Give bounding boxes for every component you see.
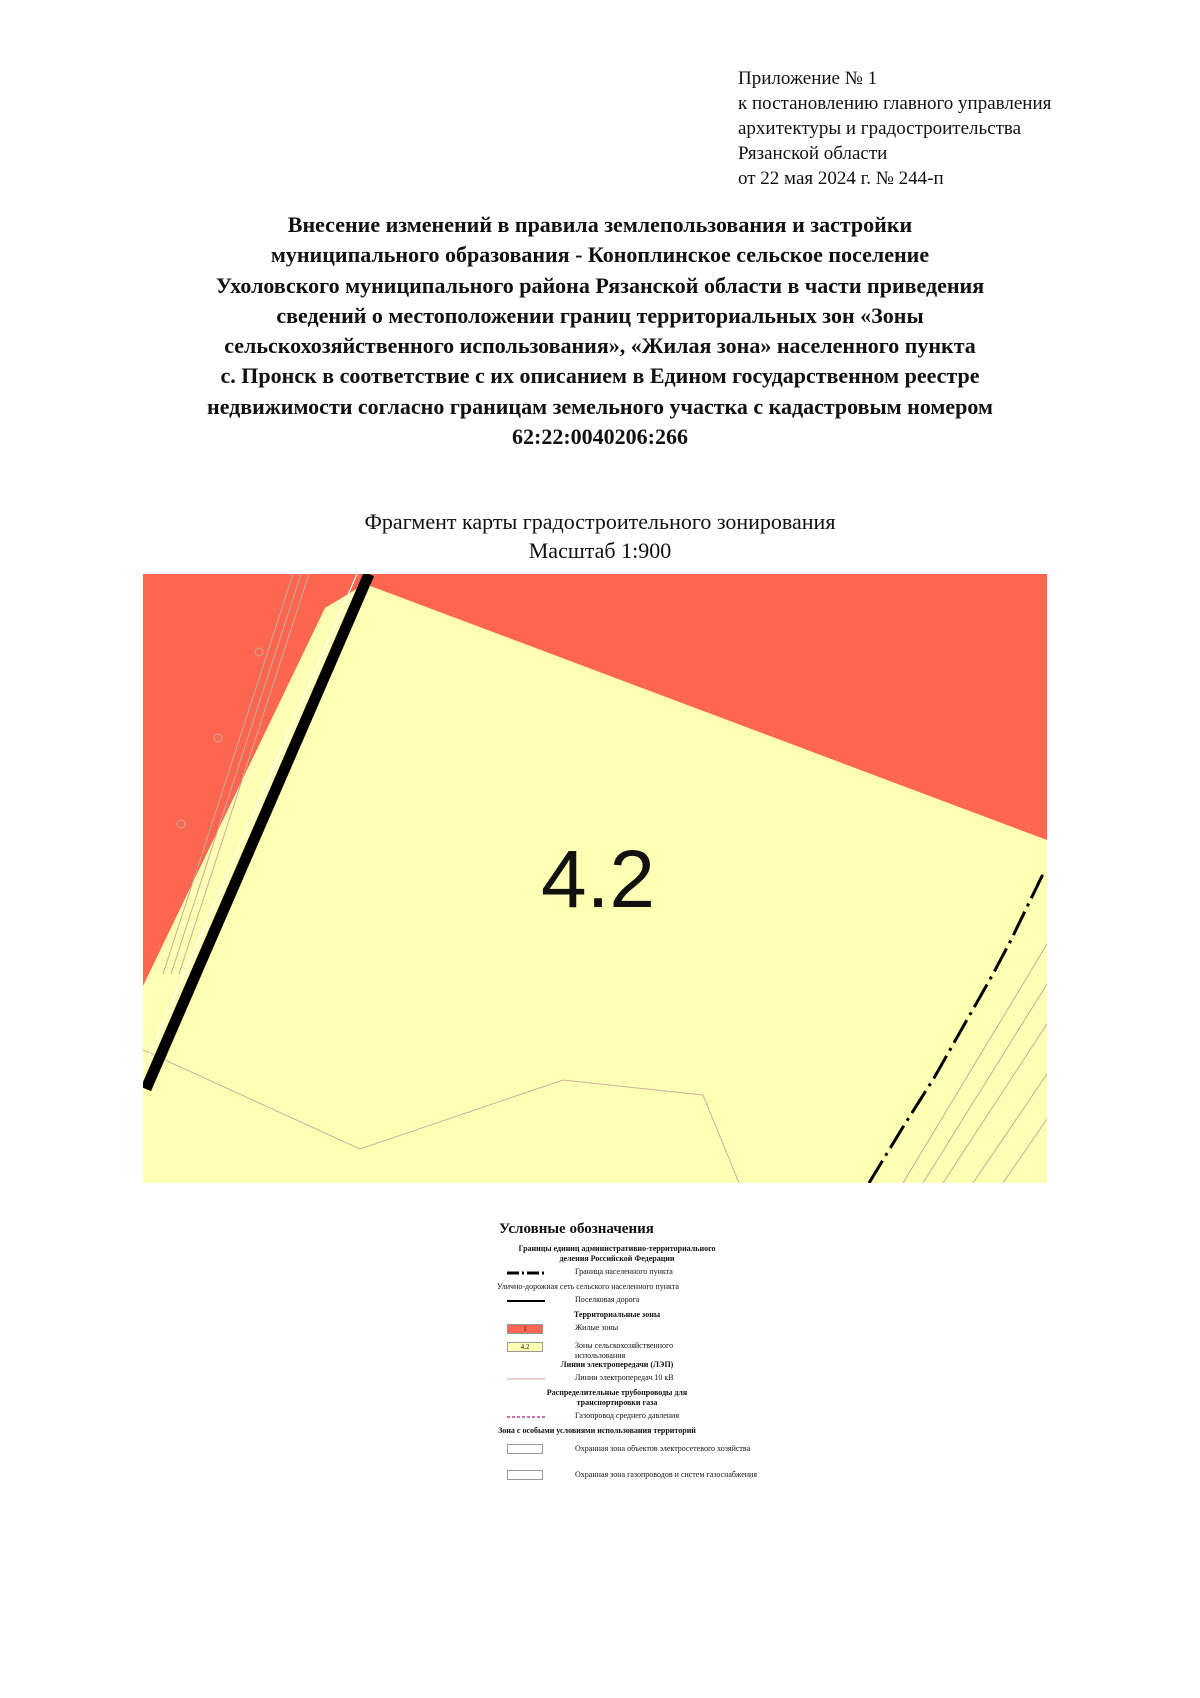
legend-street-network: Улично-дорожная сеть сельского населенного пункта <box>497 1282 679 1291</box>
legend-power-header: Линии электропередачи (ЛЭП) <box>560 1360 674 1369</box>
appendix-block <box>738 66 1158 191</box>
power-line-symbol <box>507 1374 545 1384</box>
title-line: Ухоловского муниципального района Рязанской области в части приведения <box>215 272 985 298</box>
legend-zones-header: Территориальные зоны <box>573 1310 661 1319</box>
legend-label: Газопровод среднего давления <box>575 1411 679 1420</box>
road-symbol <box>507 1296 545 1306</box>
map-scale: Масштаб 1:900 <box>528 538 672 563</box>
legend-row-agricultural <box>497 1338 797 1360</box>
legend-row-residential <box>497 1320 797 1338</box>
map-legend <box>497 1221 797 1488</box>
zoning-map <box>143 574 1047 1183</box>
map-caption-title: Фрагмент карты градостроительного зонирования <box>364 509 836 534</box>
legend-label: Линии электропередач 10 кВ <box>575 1373 674 1382</box>
legend-special-header: Зона с особыми условиями использования территорий <box>498 1426 696 1435</box>
legend-row-power-zone <box>497 1436 797 1462</box>
title-line: Внесение изменений в правила землепользования и застройки <box>287 212 913 237</box>
title-line: муниципального образования - Коноплинское сельское поселение <box>270 242 930 268</box>
appendix-line: Приложение № 1 <box>738 68 878 89</box>
legend-label: Зоны сельскохозяйственного использования <box>575 1341 674 1360</box>
legend-row-road <box>497 1292 797 1310</box>
power-zone-swatch <box>507 1444 543 1454</box>
legend-label: Поселковая дорога <box>575 1295 640 1304</box>
legend-label: Граница населенного пункта <box>575 1267 673 1276</box>
gas-zone-swatch <box>507 1470 543 1480</box>
title-line: с. Пронск в соответствие с их описанием в Едином государственном реестре <box>220 363 980 389</box>
legend-title: Условные обозначения <box>499 1221 654 1237</box>
residential-swatch: 1 <box>507 1324 543 1334</box>
gas-line-symbol <box>507 1412 545 1422</box>
settlement-border-symbol <box>507 1268 545 1278</box>
appendix-line: Рязанской области <box>738 143 888 164</box>
legend-row-power-line <box>497 1370 797 1388</box>
legend-label: Жилые зоны <box>575 1323 619 1332</box>
document-title <box>80 210 1120 452</box>
legend-admin-header: Границы единиц административно-территориального деления Российской Федерации <box>518 1244 716 1263</box>
legend-row-gas-line <box>497 1408 797 1426</box>
title-line: сельскохозяйственного использования», «Жилая зона» населенного пункта <box>224 333 976 359</box>
legend-gas-header: Распределительные трубопроводы для транспортировки газа <box>546 1388 688 1407</box>
zone-code-label: 4.2 <box>541 834 655 925</box>
title-line: сведений о местоположении границ территориальных зон «Зоны <box>276 302 924 328</box>
agricultural-swatch: 4.2 <box>507 1342 543 1352</box>
map-caption <box>200 507 1000 565</box>
appendix-line: к постановлению главного управления <box>738 93 1052 114</box>
appendix-line: от 22 мая 2024 г. № 244-п <box>738 168 944 189</box>
legend-label: Охранная зона объектов электросетевого хозяйства <box>575 1444 751 1453</box>
legend-label: Охранная зона газопроводов и систем газоснабжения <box>575 1470 758 1479</box>
title-line: недвижимости согласно границам земельного участка с кадастровым номером <box>207 393 993 419</box>
title-line: 62:22:0040206:266 <box>512 424 688 450</box>
legend-row-settlement-border <box>497 1264 797 1282</box>
legend-row-gas-zone <box>497 1462 797 1488</box>
appendix-line: архитектуры и градостроительства <box>738 118 1022 139</box>
